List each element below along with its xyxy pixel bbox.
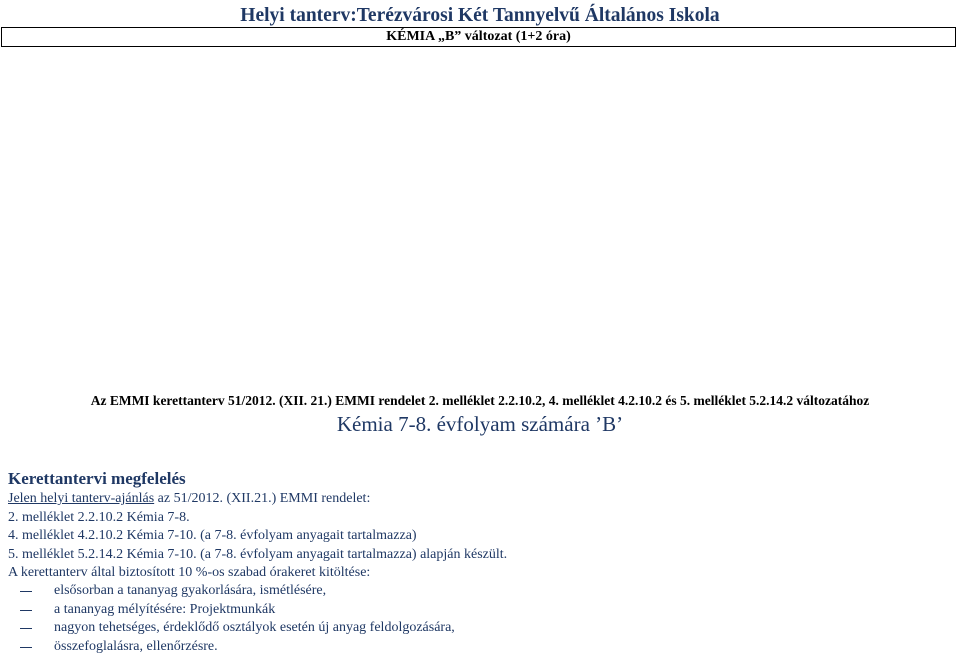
dash-list-item [0,601,940,620]
body-line-4: 5. melléklet 5.2.14.2 Kémia 7-10. (a 7-8. évfolyam anyagait tartalmazza) alapján készült. [8,546,508,562]
dash-list-item [0,638,940,657]
dash-bullet-icon [20,647,32,648]
reference-line: Az EMMI kerettanterv 51/2012. (XII. 21.) EMMI rendelet 2. melléklet 2.2.10.2, 4. melléklet 4.2.10.2 és 5. melléklet 5.2.14.2 változatához [90,393,870,408]
dash-item-text: elsősorban a tananyag gyakorlására, ismétlésére, [54,583,327,598]
body-line-3: 4. melléklet 4.2.10.2 Kémia 7-10. (a 7-8. évfolyam anyagait tartalmazza) [8,528,417,543]
body-line-5: A kerettanterv által biztosított 10 %-os szabad órakeret kitöltése: [8,565,371,580]
dash-list-item [0,619,940,638]
page-title: Helyi tanterv:Terézvárosi Két Tannyelvű Általános Iskola [240,5,720,26]
dash-list-item [0,582,940,601]
body-lines [8,490,948,583]
dash-item-text: a tananyag mélyítésére: Projektmunkák [54,601,276,617]
body-line-1 [8,490,948,509]
subtitle-box: KÉMIA „B” változat (1+2 óra) [1,27,956,47]
dash-list [0,582,940,656]
grade-heading: Kémia 7-8. évfolyam számára ’B’ [336,412,624,436]
section-heading: Kerettantervi megfelelés [8,469,186,488]
dash-bullet-icon [20,610,32,611]
body-line-2: 2. melléklet 2.2.10.2 Kémia 7-8. [8,509,190,525]
body-line-1-rest: az 51/2012. (XII.21.) EMMI rendelet: [154,491,371,506]
dash-item-text: nagyon tehetséges, érdeklődő osztályok esetén új anyag feldolgozására, [54,620,455,635]
dash-bullet-icon [20,628,32,629]
dash-item-text: összefoglalásra, ellenőrzésre. [54,638,218,654]
underlined-phrase: Jelen helyi tanterv-ajánlás [8,491,155,506]
dash-bullet-icon [20,591,32,592]
